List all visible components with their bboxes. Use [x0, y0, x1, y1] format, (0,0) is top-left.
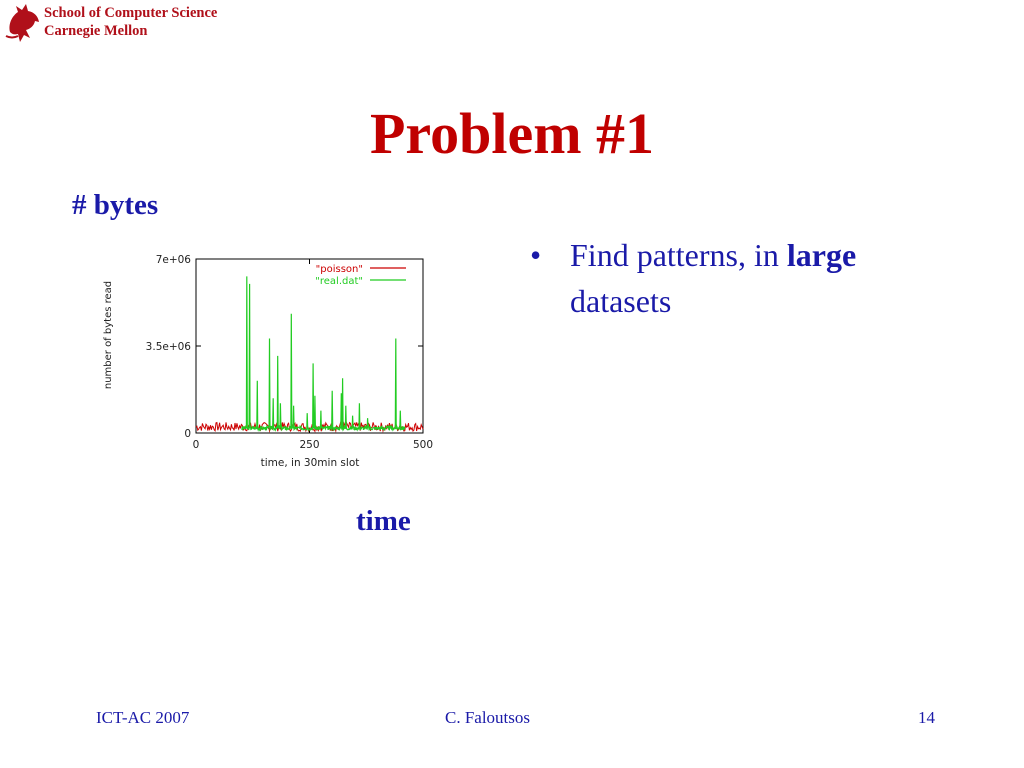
- bullet-text: Find patterns, in: [570, 237, 787, 273]
- footer-author: C. Faloutsos: [445, 708, 531, 727]
- chart-y-label: number of bytes read: [103, 280, 114, 390]
- slide-title: Problem #1: [369, 101, 655, 166]
- institution-line1: School of Computer Science: [44, 5, 218, 21]
- chart-x-label: time, in 30min slot: [260, 457, 360, 469]
- legend-label: "poisson": [315, 264, 363, 275]
- bytes-time-chart: [90, 240, 450, 480]
- footer-left: ICT-AC 2007: [96, 708, 190, 727]
- series-real-dat-line: [241, 276, 404, 430]
- plot-frame: [196, 259, 423, 433]
- institution-line2: Carnegie Mellon: [44, 23, 148, 39]
- y-tick-label: 3.5e+06: [145, 341, 191, 353]
- bullet-item: [570, 232, 970, 324]
- bullet-marker: •: [530, 237, 542, 273]
- institution-name: [44, 4, 217, 40]
- bullet-bold-word: large: [786, 237, 857, 273]
- footer-page-number: 14: [918, 708, 935, 727]
- bullet-rest: datasets: [570, 283, 672, 319]
- x-tick-label: 250: [299, 439, 320, 451]
- x-tick-label: 500: [412, 439, 434, 451]
- x-tick-label: 0: [192, 439, 200, 451]
- y-axis-caption: # bytes: [72, 189, 159, 221]
- legend-label: "real.dat": [315, 276, 363, 287]
- y-tick-label: 7e+06: [155, 254, 191, 266]
- x-axis-caption: time: [356, 505, 411, 537]
- y-tick-label: 0: [184, 428, 191, 440]
- cmu-griffin-logo: [4, 2, 44, 44]
